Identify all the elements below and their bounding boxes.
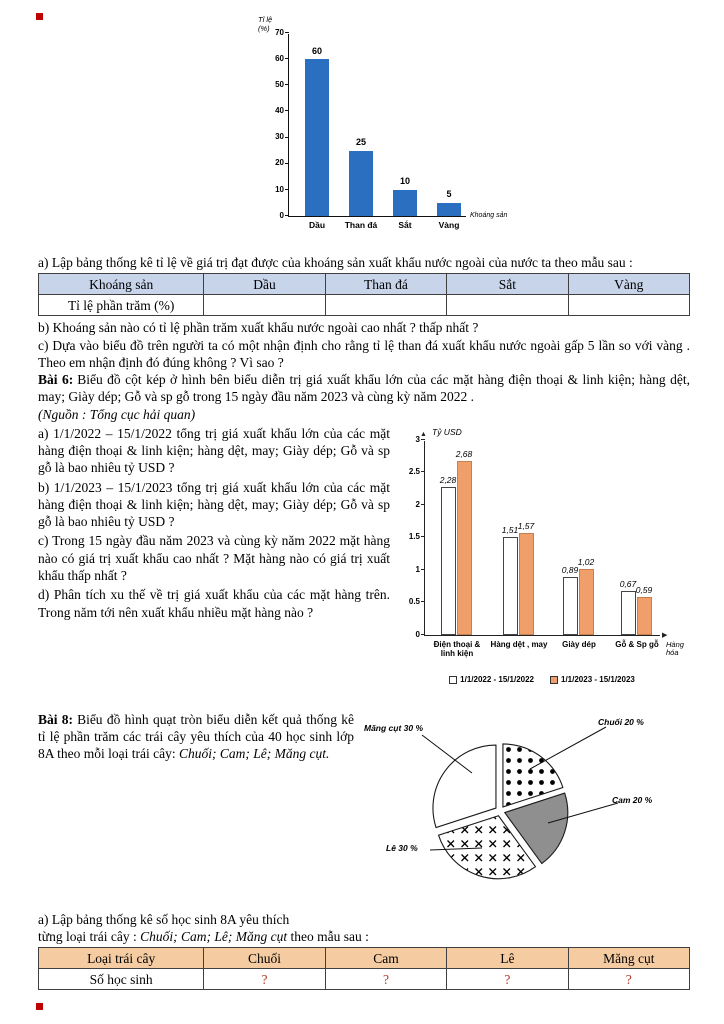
table-row xyxy=(39,295,690,316)
header-cell: Lê xyxy=(447,948,568,969)
question-d: d) Phân tích xu thế về trị giá xuất khẩu của các mặt hàng trên. Trong năm tới nên xuất khẩu nhiều mặt hàng nào ? xyxy=(38,587,390,620)
empty-cell xyxy=(325,295,446,316)
empty-cell xyxy=(204,295,325,316)
legend-item-2023 xyxy=(550,675,635,685)
y-tick-mark xyxy=(421,471,425,472)
bai8-section xyxy=(38,711,690,907)
pie-slices xyxy=(433,744,568,879)
x-category-label: Giày dép xyxy=(562,639,596,649)
red-square-marker-bottom xyxy=(36,1003,43,1010)
empty-cell xyxy=(568,295,689,316)
x-category-label: Gỗ & Sp gỗ xyxy=(615,639,659,649)
y-tick-mark xyxy=(285,189,289,190)
header-cell: Vàng xyxy=(568,274,689,295)
bar-Dầu xyxy=(305,59,329,216)
legend-item-2022 xyxy=(449,675,534,685)
table-row xyxy=(39,969,690,990)
pie-label-le: Lê 30 % xyxy=(386,842,418,853)
bar-value-label: 2,28 xyxy=(439,474,457,485)
pie-slice-white xyxy=(433,745,496,827)
bai6-body: Biểu đồ cột kép ở hình bên biểu diễn trị giá xuất khẩu lớn của các mặt hàng điện thoại & linh kiện; hàng dệt, may; Giày dép; Gỗ và sp gỗ trong 15 ngày đầu năm 2023 và cùng kỳ năm 2022 . xyxy=(38,372,690,405)
bar-Sắt xyxy=(393,190,417,216)
bai8-question-a-line2 xyxy=(38,928,690,945)
legend-label: 1/1/2022 - 15/1/2022 xyxy=(460,674,534,684)
y-tick-label: 0 xyxy=(279,210,284,220)
bar-2023-0 xyxy=(457,461,472,635)
paragraph-a: a) Lập bảng thống kê tỉ lệ về giá trị đạt được của khoáng sản xuất khẩu nước ngoài của nước ta theo mẫu sau : xyxy=(38,255,633,270)
fruit-pie-chart xyxy=(360,711,690,907)
bar-value-label: 1,51 xyxy=(501,524,519,535)
header-cell: Khoáng sản xyxy=(39,274,204,295)
paragraph-b: b) Khoáng sản nào có tỉ lệ phần trăm xuất khẩu nước ngoài cao nhất ? thấp nhất ? xyxy=(38,320,479,336)
y-tick-label: 50 xyxy=(275,80,284,90)
bar-value-label: 0,89 xyxy=(561,565,579,576)
paragraph-c: c) Dựa vào biểu đồ trên người ta có một nhận định cho rằng tỉ lệ than đá xuất khẩu nước ngoài gấp 5 lần so với vàng . Theo em nhận định đó đúng không ? Vì sao ? xyxy=(38,337,690,370)
bar-value-label: 0,59 xyxy=(635,584,653,595)
y-tick-mark xyxy=(285,58,289,59)
y-tick-mark xyxy=(421,601,425,602)
leader-line-chuoi xyxy=(530,727,606,769)
y-tick-label: 10 xyxy=(275,184,284,194)
y-tick-label: 60 xyxy=(275,53,284,63)
legend-swatch-white xyxy=(449,676,457,684)
answer-cell: ? xyxy=(325,969,446,990)
empty-cell xyxy=(447,295,568,316)
bai8-body: Biểu đồ hình quạt tròn biểu diễn kết quả thống kê tỉ lệ phần trăm các trái cây yêu thích của 40 học sinh lớp 8A theo mỗi loại trái cây: xyxy=(38,711,354,762)
row-label-cell: Số học sinh xyxy=(39,969,204,990)
answer-cell: ? xyxy=(568,969,689,990)
pie-label-cam: Cam 20 % xyxy=(612,794,653,805)
answer-cell: ? xyxy=(204,969,325,990)
bai8-question-a-line1: a) Lập bảng thống kê số học sinh 8A yêu thích xyxy=(38,911,290,927)
y-tick-mark xyxy=(285,215,289,216)
table-header-row xyxy=(39,274,690,295)
bar-Than đá xyxy=(349,151,373,216)
pie-label-chuoi: Chuối 20 % xyxy=(598,716,644,727)
y-tick-label: 1.5 xyxy=(408,532,420,542)
pie-svg xyxy=(360,711,690,907)
bar-value-label: 2,68 xyxy=(455,448,473,459)
bai8-label: Bài 8: xyxy=(38,711,74,727)
y-tick-mark xyxy=(421,569,425,570)
line2-pre: từng loại trái cây : xyxy=(38,929,141,945)
y-tick-label: 3 xyxy=(415,434,420,444)
header-cell: Măng cụt xyxy=(568,948,689,969)
line2-post: theo mẫu sau : xyxy=(287,929,369,945)
x-category-label: Vàng xyxy=(438,220,460,230)
legend-label: 1/1/2023 - 15/1/2023 xyxy=(561,674,635,684)
x-axis-title: Khoáng sản xyxy=(470,212,508,219)
bar-2023-1 xyxy=(519,533,534,635)
bar-value-label: 1,02 xyxy=(577,556,595,567)
y-tick-label: 20 xyxy=(275,158,284,168)
bar-2022-3 xyxy=(621,591,636,635)
y-tick-label: 40 xyxy=(275,106,284,116)
bar-value-label: 0,67 xyxy=(619,579,637,590)
y-tick-label: 1 xyxy=(415,564,420,574)
header-cell: Dầu xyxy=(204,274,325,295)
y-tick-mark xyxy=(421,536,425,537)
table-header-row xyxy=(39,948,690,969)
y-tick-label: 30 xyxy=(275,132,284,142)
question-c: c) Trong 15 ngày đầu năm 2023 và cùng kỳ năm 2022 mặt hàng nào có giá trị xuất khẩu cao nhất ? Mặt hàng nào có giá trị xuất khẩu thấp nhất ? xyxy=(38,533,390,583)
answer-cell: ? xyxy=(447,969,568,990)
header-cell: Chuối xyxy=(204,948,325,969)
bai8-fruit-list: Chuối; Cam; Lê; Măng cụt. xyxy=(178,746,330,762)
header-cell: Sắt xyxy=(447,274,568,295)
bai6-intro xyxy=(38,371,690,406)
mineral-bar-chart xyxy=(244,15,508,246)
y-axis-title: Tỷ USD xyxy=(432,426,462,437)
question-a: a) 1/1/2022 – 15/1/2022 tổng trị giá xuất khẩu lớn của các mặt hàng điện thoại & linh kiện; hàng dệt, may; Giày dép; Gỗ và sp gỗ là bao nhiêu tỷ USD ? xyxy=(38,425,390,476)
y-tick-mark xyxy=(285,110,289,111)
x-category-label: Hàng dệt , may xyxy=(490,639,548,649)
header-cell: Than đá xyxy=(325,274,446,295)
bai8-intro xyxy=(38,711,354,907)
y-tick-label: 0 xyxy=(415,629,420,639)
x-axis-arrow-icon: ▶ xyxy=(662,631,668,639)
x-category-label: Than đá xyxy=(344,220,378,230)
y-tick-label: 0.5 xyxy=(408,597,420,607)
y-tick-mark xyxy=(285,32,289,33)
y-axis-title: Tỉ lệ (%) xyxy=(258,15,273,33)
row-label-cell: Tỉ lệ phần trăm (%) xyxy=(39,295,204,316)
bar-2023-3 xyxy=(637,597,652,635)
y-axis-arrow-icon: ▲ xyxy=(420,430,427,438)
y-tick-mark xyxy=(421,504,425,505)
bar-value-label: 25 xyxy=(355,137,366,148)
y-tick-mark xyxy=(285,163,289,164)
y-tick-mark xyxy=(421,439,425,440)
y-tick-label: 70 xyxy=(275,27,284,37)
plot-area xyxy=(408,434,660,659)
bai6-source: (Nguồn : Tổng cục hải quan) xyxy=(38,406,196,422)
x-category-label: Điện thoại & linh kiện xyxy=(433,639,481,659)
bar-value-label: 5 xyxy=(446,189,452,200)
bar-value-label: 1,57 xyxy=(517,520,535,531)
chart-legend xyxy=(400,675,684,685)
y-tick-mark xyxy=(285,84,289,85)
bar-2023-2 xyxy=(579,569,594,635)
header-cell: Cam xyxy=(325,948,446,969)
bai6-questions xyxy=(38,425,390,697)
bar-2022-0 xyxy=(441,487,456,635)
fruit-table xyxy=(38,947,690,990)
header-cell: Loại trái cây xyxy=(39,948,204,969)
export-grouped-bar-chart xyxy=(394,425,690,697)
x-category-label: Dầu xyxy=(308,220,326,230)
y-tick-mark xyxy=(285,137,289,138)
page-content xyxy=(38,10,690,993)
bar-value-label: 10 xyxy=(399,176,410,187)
y-tick-label: 2 xyxy=(415,499,420,509)
plot-area xyxy=(275,27,466,230)
bar-value-label: 60 xyxy=(311,45,322,56)
question-b: b) 1/1/2023 – 15/1/2023 tổng trị giá xuất khẩu lớn của các mặt hàng điện thoại & linh kiện; hàng dệt, may; Giày dép; Gỗ và sp gỗ là bao nhiêu tỷ USD ? xyxy=(38,479,390,530)
x-axis-title: Hàng hóa xyxy=(666,639,684,658)
legend-swatch-orange xyxy=(550,676,558,684)
bar-Vàng xyxy=(437,203,461,216)
y-tick-mark xyxy=(421,634,425,635)
bai6-section xyxy=(38,425,690,697)
bai6-label: Bài 6: xyxy=(38,372,74,388)
bar-2022-2 xyxy=(563,577,578,635)
line2-fruits: Chuối; Cam; Lê; Măng cụt xyxy=(140,929,288,945)
bar-2022-1 xyxy=(503,537,518,635)
mineral-table xyxy=(38,273,690,316)
pie-label-mangcut: Măng cụt 30 % xyxy=(364,722,424,733)
x-category-label: Sắt xyxy=(398,220,412,230)
y-tick-label: 2.5 xyxy=(408,467,420,477)
